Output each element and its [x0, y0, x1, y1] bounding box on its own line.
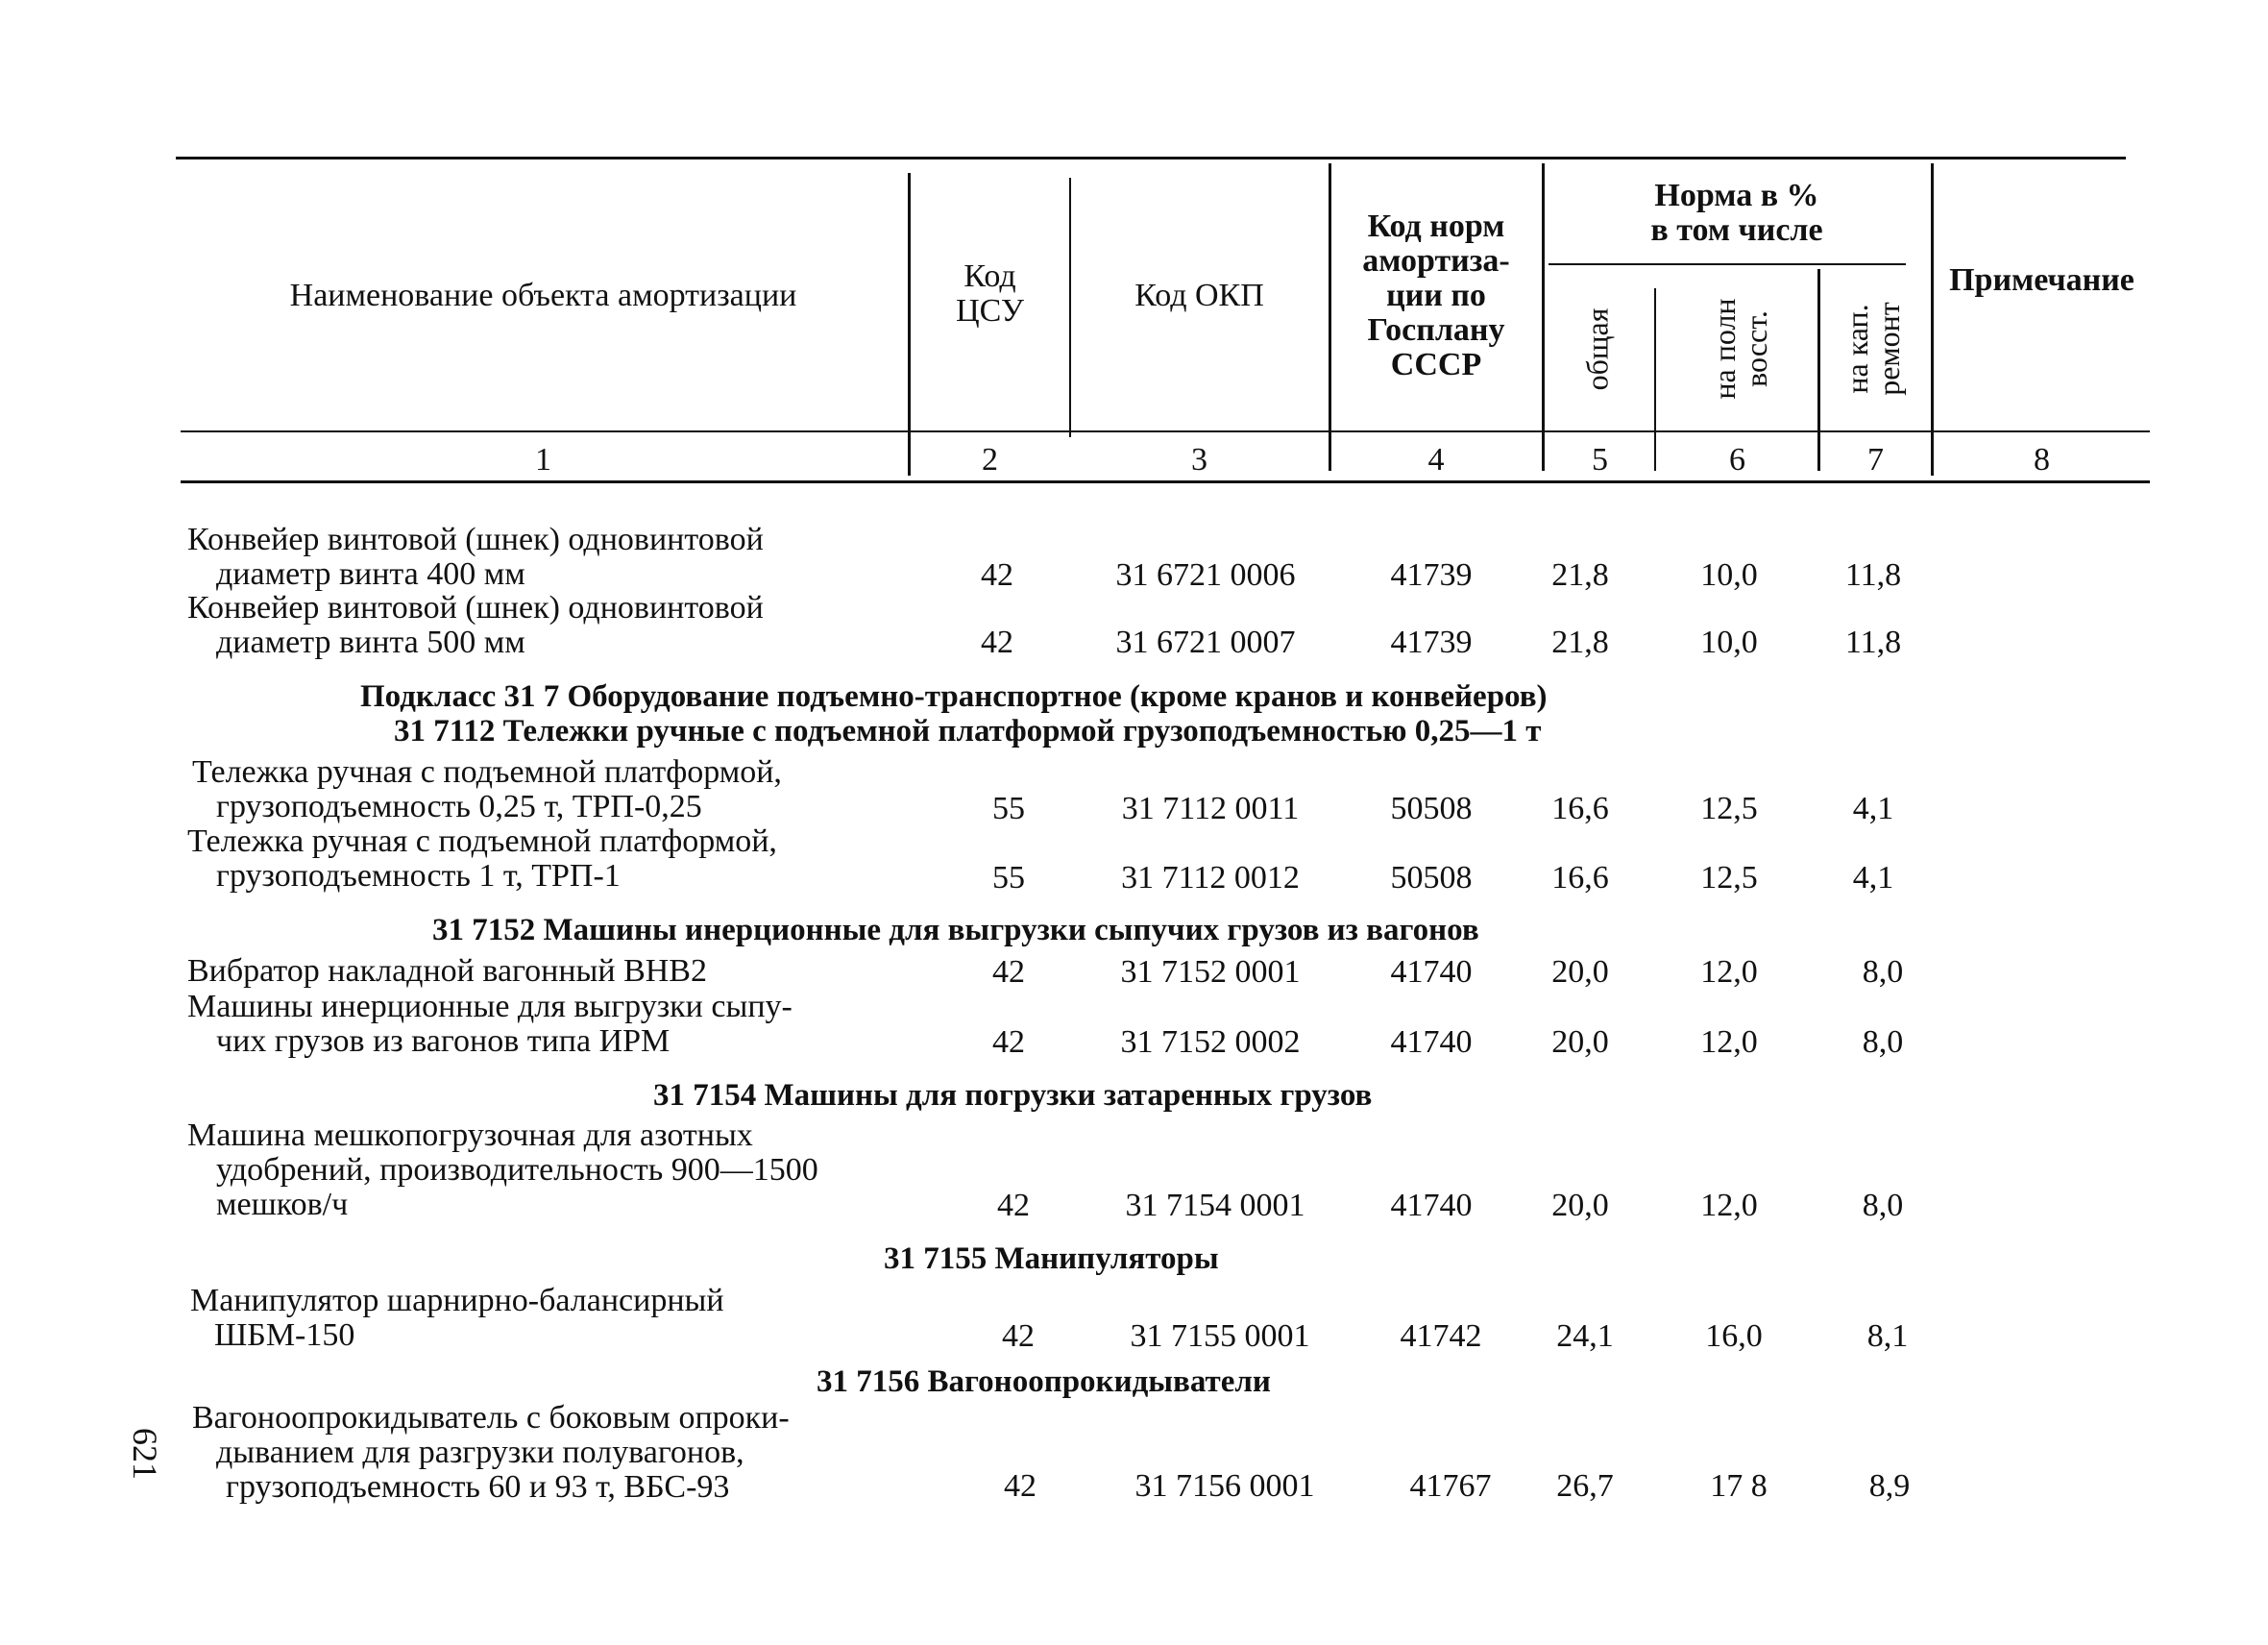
row-name — [187, 954, 917, 989]
row-full: 10,0 — [1700, 625, 1758, 660]
header-total: общая — [1579, 307, 1615, 391]
row-name — [187, 523, 908, 592]
row-name — [190, 1284, 920, 1353]
header-norm-line2: в том числе — [1650, 212, 1823, 248]
row-name-line2: ШБМ-150 — [214, 1317, 355, 1353]
section-heading: 31 7155 Манипуляторы — [884, 1241, 1219, 1276]
row-cap: 4,1 — [1852, 791, 1894, 826]
row-code: 50508 — [1390, 791, 1473, 826]
row-code: 41740 — [1390, 1024, 1473, 1060]
row-name-line1: Машина мешкопогрузочная для азотных — [187, 1117, 753, 1153]
col-num-1: 1 — [535, 442, 551, 478]
header-gosplan-line5: СССР — [1390, 347, 1482, 382]
row-okp: 31 7112 0012 — [1121, 860, 1300, 896]
row-name-line2: дыванием для разгрузки полувагонов, — [216, 1435, 744, 1470]
row-cap: 8,0 — [1862, 954, 1904, 990]
row-total: 21,8 — [1551, 625, 1609, 660]
col-divider-6 — [1817, 269, 1820, 471]
page-number: 621 — [126, 1428, 164, 1480]
row-name-line1: Машины инерционные для выгрузки сыпу- — [187, 989, 793, 1024]
row-cap: 8,1 — [1866, 1318, 1909, 1354]
section-heading: 31 7112 Тележки ручные с подъемной платформой грузоподъемностью 0,25—1 т — [394, 714, 1542, 749]
header-full-restoration — [1709, 277, 1772, 421]
row-total: 16,6 — [1551, 791, 1609, 826]
row-code: 41767 — [1409, 1468, 1492, 1504]
row-okp: 31 7154 0001 — [1125, 1188, 1305, 1223]
row-okp: 31 7152 0002 — [1120, 1024, 1301, 1060]
col-divider-7 — [1931, 163, 1934, 476]
row-total: 21,8 — [1551, 557, 1609, 593]
col-num-2: 2 — [982, 442, 998, 478]
header-csu-line2: ЦСУ — [956, 293, 1024, 329]
row-cap: 4,1 — [1852, 860, 1894, 896]
header-csu-line1: Код — [963, 258, 1016, 294]
header-full-line2: восст. — [1739, 310, 1773, 387]
row-csu: 42 — [1002, 1318, 1035, 1354]
row-total: 20,0 — [1551, 1188, 1609, 1223]
row-name-line1: Тележка ручная с подъемной платформой, — [187, 823, 777, 859]
row-name — [187, 1118, 917, 1222]
row-name — [187, 824, 917, 894]
row-name-line1: Конвейер винтовой (шнек) одновинтовой — [187, 522, 764, 557]
header-gosplan-code — [1331, 209, 1541, 382]
row-name-line2: диаметр винта 400 мм — [216, 556, 525, 592]
header-full-line1: на полн — [1707, 298, 1742, 400]
header-gosplan-line4: Госплану — [1367, 312, 1505, 348]
number-row-bottom-rule — [181, 480, 2150, 483]
row-name-line1: Конвейер винтовой (шнек) одновинтовой — [187, 590, 764, 626]
row-full: 12,0 — [1700, 1188, 1758, 1223]
row-name-line2: грузоподъемность 0,25 т, ТРП-0,25 — [216, 789, 702, 824]
row-name-line2: удобрений, производительность 900—1500 — [216, 1152, 818, 1188]
row-name — [192, 755, 922, 824]
row-cap: 11,8 — [1844, 557, 1902, 593]
row-code: 41742 — [1400, 1318, 1482, 1354]
header-note: Примечание — [1949, 262, 2134, 298]
row-okp: 31 7152 0001 — [1120, 954, 1301, 990]
header-cap-line2: ремонт — [1871, 302, 1906, 396]
row-code: 41740 — [1390, 1188, 1473, 1223]
row-code: 50508 — [1390, 860, 1473, 896]
row-name-line2: диаметр винта 500 мм — [216, 625, 525, 660]
row-total: 16,6 — [1551, 860, 1609, 896]
header-okp-code: Код ОКП — [1134, 278, 1264, 313]
row-name — [187, 591, 908, 660]
norm-divider-rule — [1549, 263, 1906, 265]
row-total: 20,0 — [1551, 1024, 1609, 1060]
col-num-5: 5 — [1592, 442, 1608, 478]
row-csu: 42 — [992, 954, 1025, 990]
row-okp: 31 7112 0011 — [1121, 791, 1300, 826]
row-name-line1: Вибратор накладной вагонный ВНВ2 — [187, 953, 707, 989]
row-full: 12,5 — [1700, 791, 1758, 826]
row-cap: 8,0 — [1862, 1188, 1904, 1223]
row-full: 10,0 — [1700, 557, 1758, 593]
header-capital-repair — [1841, 277, 1905, 421]
row-cap: 11,8 — [1844, 625, 1902, 660]
header-norm-line1: Норма в % — [1654, 178, 1819, 213]
row-okp: 31 6721 0006 — [1115, 557, 1296, 593]
row-full: 12,0 — [1700, 954, 1758, 990]
header-bottom-rule — [181, 430, 2150, 432]
header-top-rule — [176, 157, 2126, 160]
section-heading: 31 7156 Вагоноопрокидыватели — [817, 1364, 1271, 1399]
row-code: 41740 — [1390, 954, 1473, 990]
section-heading: 31 7154 Машины для погрузки затаренных грузов — [653, 1078, 1373, 1113]
row-name-line1: Манипулятор шарнирно-балансирный — [190, 1283, 724, 1318]
row-name-line1: Тележка ручная с подъемной платформой, — [192, 754, 782, 790]
row-name — [192, 1401, 932, 1505]
header-norm — [1545, 179, 1929, 248]
col-divider-2 — [1069, 178, 1071, 437]
col-num-8: 8 — [2034, 442, 2050, 478]
row-okp: 31 6721 0007 — [1115, 625, 1296, 660]
col-num-3: 3 — [1191, 442, 1207, 478]
row-csu: 55 — [992, 791, 1025, 826]
row-name-line3: мешков/ч — [216, 1187, 349, 1222]
row-full: 12,5 — [1700, 860, 1758, 896]
row-full: 17 8 — [1710, 1468, 1768, 1504]
section-heading: 31 7152 Машины инерционные для выгрузки сыпучих грузов из вагонов — [432, 913, 1479, 947]
row-name-line3: грузоподъемность 60 и 93 т, ВБС-93 — [226, 1469, 730, 1505]
row-csu: 42 — [981, 557, 1013, 593]
row-name-line1: Вагоноопрокидыватель с боковым опроки- — [192, 1400, 790, 1436]
row-full: 12,0 — [1700, 1024, 1758, 1060]
col-num-7: 7 — [1867, 442, 1884, 478]
header-csu-code — [911, 259, 1069, 329]
row-code: 41739 — [1390, 625, 1473, 660]
row-csu: 55 — [992, 860, 1025, 896]
header-gosplan-line2: амортиза- — [1362, 243, 1510, 279]
col-num-6: 6 — [1729, 442, 1745, 478]
row-name-line2: чих грузов из вагонов типа ИРМ — [216, 1023, 671, 1059]
row-okp: 31 7155 0001 — [1130, 1318, 1310, 1354]
row-csu: 42 — [1004, 1468, 1036, 1504]
row-cap: 8,0 — [1862, 1024, 1904, 1060]
header-cap-line1: на кап. — [1840, 304, 1874, 394]
row-csu: 42 — [992, 1024, 1025, 1060]
row-total: 26,7 — [1556, 1468, 1614, 1504]
row-name — [187, 990, 917, 1059]
row-full: 16,0 — [1705, 1318, 1763, 1354]
header-gosplan-line1: Код норм — [1367, 209, 1505, 244]
row-total: 24,1 — [1556, 1318, 1614, 1354]
row-cap: 8,9 — [1868, 1468, 1911, 1504]
row-csu: 42 — [981, 625, 1013, 660]
section-heading: Подкласс 31 7 Оборудование подъемно-транспортное (кроме кранов и конвейеров) — [360, 679, 1548, 714]
col-num-4: 4 — [1427, 442, 1445, 478]
row-csu: 42 — [997, 1188, 1030, 1223]
row-code: 41739 — [1390, 557, 1473, 593]
row-total: 20,0 — [1551, 954, 1609, 990]
header-gosplan-line3: ции по — [1386, 278, 1486, 313]
row-name-line2: грузоподъемность 1 т, ТРП-1 — [216, 858, 621, 894]
row-okp: 31 7156 0001 — [1134, 1468, 1315, 1504]
header-name-of-object: Наименование объекта амортизации — [289, 278, 797, 313]
